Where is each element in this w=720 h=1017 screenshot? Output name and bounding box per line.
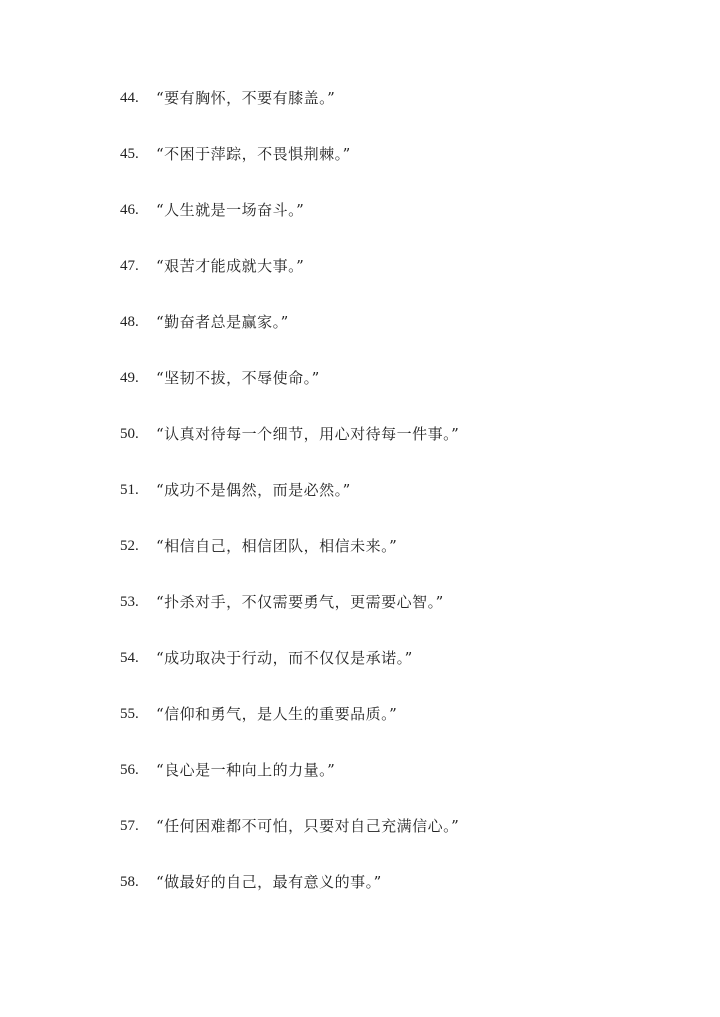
item-text: “成功取决于行动，而不仅仅是承诺。” <box>156 649 413 667</box>
item-number: 44. <box>120 90 139 106</box>
item-number: 47. <box>120 258 139 274</box>
item-text: “不困于萍踪，不畏惧荆棘。” <box>156 145 351 163</box>
list-item <box>120 254 459 310</box>
list-item <box>120 366 459 422</box>
item-text: “艰苦才能成就大事。” <box>156 257 305 275</box>
item-number: 50. <box>120 426 139 442</box>
list-item <box>120 142 459 198</box>
item-number: 52. <box>120 538 139 554</box>
item-number: 46. <box>120 202 139 218</box>
list-item <box>120 310 459 366</box>
item-number: 49. <box>120 370 139 386</box>
item-text: “相信自己，相信团队，相信未来。” <box>156 537 398 555</box>
item-text: “做最好的自己，最有意义的事。” <box>156 873 382 891</box>
list-item <box>120 590 459 646</box>
item-text: “信仰和勇气，是人生的重要品质。” <box>156 705 398 723</box>
list-item <box>120 422 459 478</box>
item-text: “勤奋者总是赢家。” <box>156 313 289 331</box>
list-item <box>120 478 459 534</box>
item-number: 55. <box>120 706 139 722</box>
item-text: “任何困难都不可怕，只要对自己充满信心。” <box>156 817 460 835</box>
list-item <box>120 198 459 254</box>
list-item <box>120 86 459 142</box>
item-text: “扑杀对手，不仅需要勇气，更需要心智。” <box>156 593 444 611</box>
list-item <box>120 814 459 870</box>
item-number: 45. <box>120 146 139 162</box>
item-text: “坚韧不拔，不辱使命。” <box>156 369 320 387</box>
list-item <box>120 758 459 814</box>
item-number: 51. <box>120 482 139 498</box>
item-text: “认真对待每一个细节，用心对待每一件事。” <box>156 425 460 443</box>
item-number: 54. <box>120 650 139 666</box>
item-number: 57. <box>120 818 139 834</box>
list-item <box>120 534 459 590</box>
item-text: “良心是一种向上的力量。” <box>156 761 336 779</box>
item-text: “人生就是一场奋斗。” <box>156 201 305 219</box>
item-number: 53. <box>120 594 139 610</box>
list-item <box>120 702 459 758</box>
item-number: 48. <box>120 314 139 330</box>
item-text: “要有胸怀，不要有膝盖。” <box>156 89 336 107</box>
list-item <box>120 646 459 702</box>
quote-list <box>120 86 459 926</box>
item-number: 56. <box>120 762 139 778</box>
item-text: “成功不是偶然，而是必然。” <box>156 481 351 499</box>
item-number: 58. <box>120 874 139 890</box>
list-item <box>120 870 459 926</box>
